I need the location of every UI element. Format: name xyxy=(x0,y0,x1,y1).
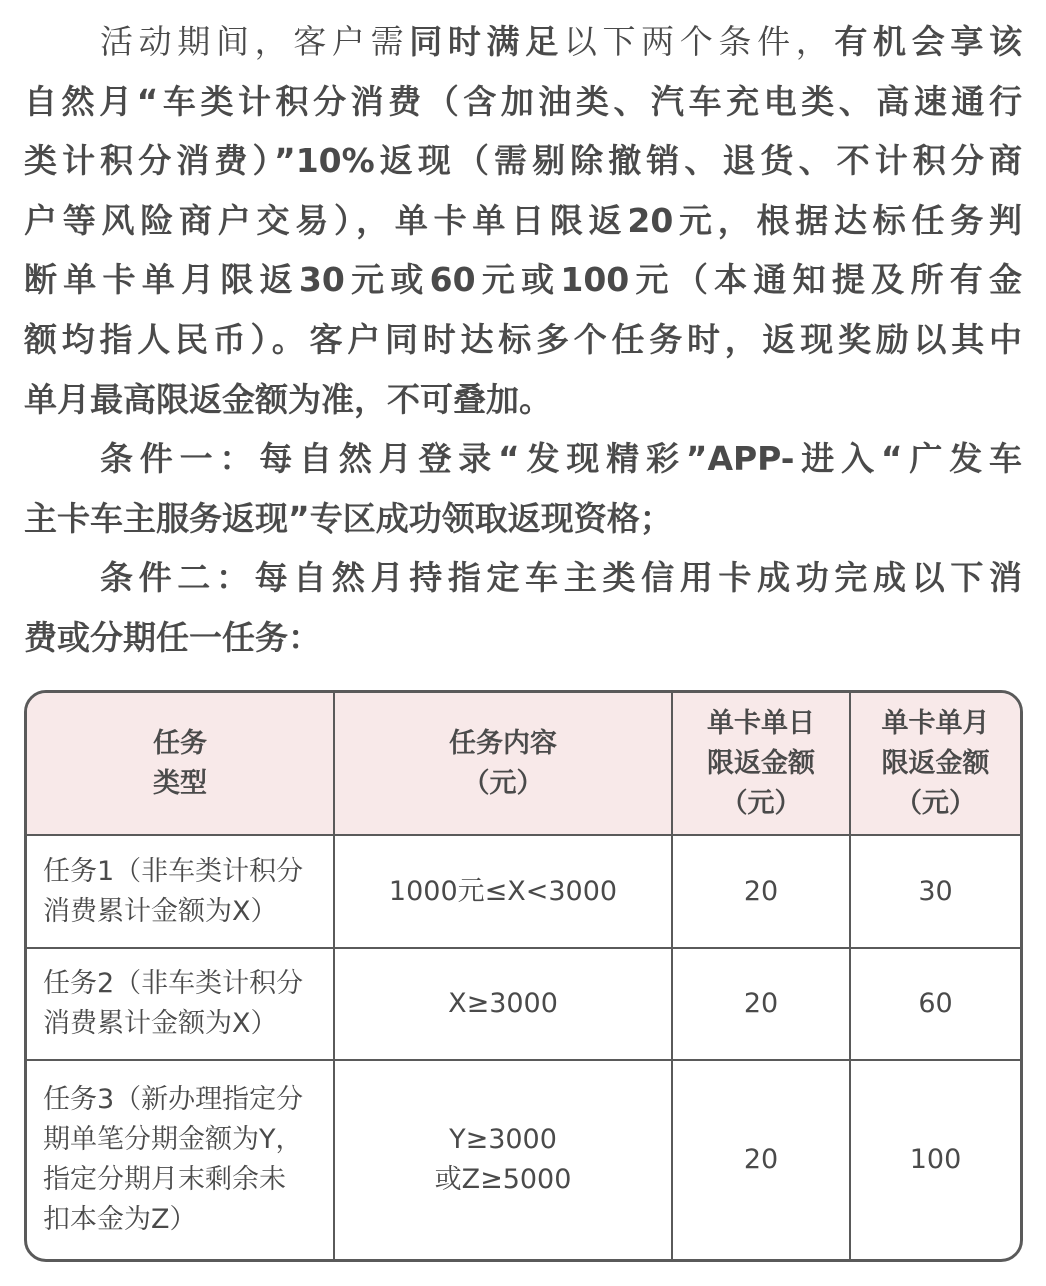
text: 活动期间，客户需 xyxy=(100,22,410,61)
intro-line: 断单卡单月限返30元或60元或100元（本通知提及所有金 xyxy=(24,260,1022,300)
intro-line xyxy=(24,12,1022,72)
task-content-cell: Y≥3000 或Z≥5000 xyxy=(335,1061,673,1259)
condition-one: 条件一：每自然月登录“发现精彩”APP-进入“广发车 xyxy=(100,439,1022,479)
text: 以下两个条件， xyxy=(563,22,835,61)
header-task-type: 任务 类型 xyxy=(27,693,335,836)
condition-one: 主卡车主服务返现”专区成功领取返现资格； xyxy=(24,498,673,538)
condition-two: 费或分期任一任务： xyxy=(24,617,321,657)
task-type-cell: 任务1（非车类计积分 消费累计金额为X） xyxy=(27,836,335,949)
task-type-cell: 任务2（非车类计积分 消费累计金额为X） xyxy=(27,949,335,1061)
table-row xyxy=(27,836,1020,949)
task-table xyxy=(24,690,1023,1262)
header-daily-limit: 单卡单日 限返金额 （元） xyxy=(673,693,851,836)
monthly-limit-cell: 30 xyxy=(851,836,1020,949)
intro-line: 额均指人民币）。客户同时达标多个任务时，返现奖励以其中 xyxy=(24,319,1022,359)
text-bold: 有机会享该 xyxy=(834,22,1023,61)
daily-limit-cell: 20 xyxy=(673,949,851,1061)
intro-line: 类计积分消费）”10%返现（需剔除撤销、退货、不计积分商 xyxy=(24,141,1022,181)
table-row xyxy=(27,949,1020,1061)
task-type-cell: 任务3（新办理指定分 期单笔分期金额为Y， 指定分期月末剩余未 扣本金为Z） xyxy=(27,1061,335,1259)
daily-limit-cell: 20 xyxy=(673,836,851,949)
condition-two: 条件二：每自然月持指定车主类信用卡成功完成以下消 xyxy=(100,558,1022,598)
monthly-limit-cell: 60 xyxy=(851,949,1020,1061)
intro-line: 单月最高限返金额为准，不可叠加。 xyxy=(24,379,552,419)
header-monthly-limit: 单卡单月 限返金额 （元） xyxy=(851,693,1020,836)
text-bold: 同时满足 xyxy=(409,22,564,61)
task-content-cell: X≥3000 xyxy=(335,949,673,1061)
task-content-cell: 1000元≤X<3000 xyxy=(335,836,673,949)
header-task-content: 任务内容 （元） xyxy=(335,693,673,836)
daily-limit-cell: 20 xyxy=(673,1061,851,1259)
monthly-limit-cell: 100 xyxy=(909,1144,962,1175)
table-row xyxy=(27,1061,1020,1259)
intro-line: 户等风险商户交易），单卡单日限返20元，根据达标任务判 xyxy=(24,200,1022,240)
intro-paragraph xyxy=(24,12,1022,668)
intro-line: 自然月“车类计积分消费（含加油类、汽车充电类、高速通行 xyxy=(24,81,1022,121)
table-header-row xyxy=(27,693,1020,836)
